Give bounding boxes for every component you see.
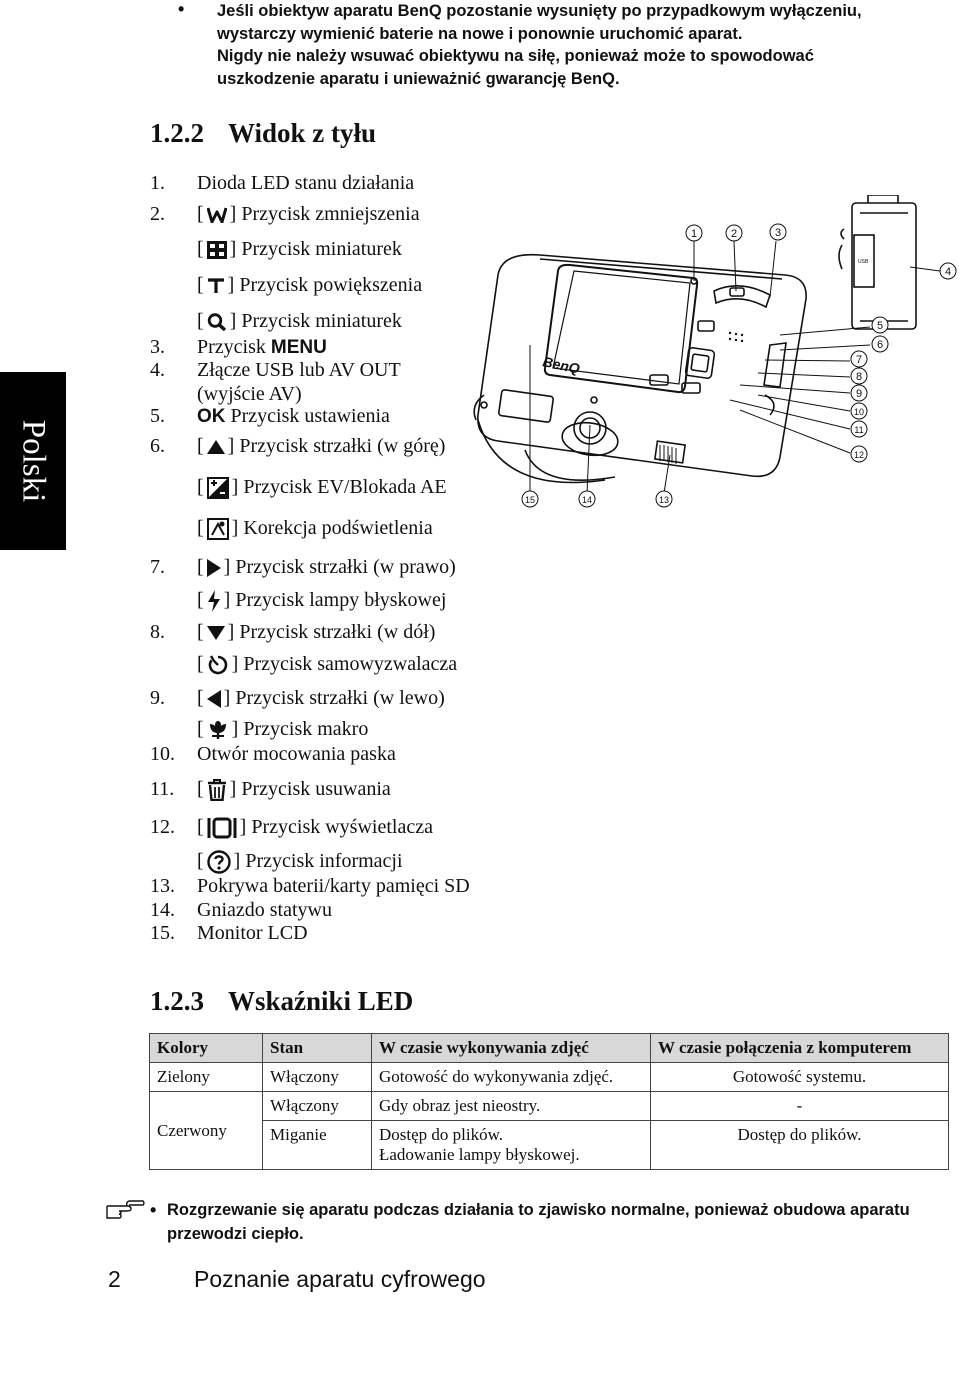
- top-note-line: wystarczy wymienić baterie na nowe i ponownie uruchomić aparat.: [217, 24, 743, 43]
- pointing-hand-icon: [105, 1198, 145, 1229]
- camera-rear-view-illustration: [440, 195, 960, 515]
- thumbnail-grid-icon: [207, 241, 227, 259]
- svg-text:10: 10: [853, 407, 865, 417]
- item-text: Przycisk usuwania: [241, 778, 391, 800]
- header-shooting: W czasie wykonywania zdjęć: [372, 1034, 651, 1063]
- item-text: Przycisk lampy błyskowej: [235, 589, 447, 611]
- arrow-up-icon: [207, 440, 225, 454]
- list-item: [150, 404, 390, 429]
- item-text: Przycisk zmniejszenia: [241, 203, 420, 225]
- list-item: [150, 874, 470, 898]
- language-tab: [0, 372, 66, 550]
- list-item: [ ] Przycisk powiększenia: [197, 274, 423, 296]
- item-text: Przycisk strzałki (w prawo): [235, 556, 456, 578]
- svg-text:8: 8: [855, 371, 863, 383]
- list-item: [ ] Przycisk informacji: [150, 849, 403, 874]
- top-note-line: uszkodzenie aparatu i unieważnić gwarancję BenQ.: [217, 69, 620, 88]
- item-text: Przycisk miniaturek: [241, 238, 402, 260]
- list-item: [ ] Przycisk miniaturek: [197, 238, 402, 260]
- list-item: [150, 898, 332, 922]
- top-note-line: Nigdy nie należy wsuwać obiektywu na siłę, ponieważ może to spowodować: [217, 47, 814, 65]
- svg-text:13: 13: [658, 495, 670, 505]
- camera-brand-logo: BenQ: [541, 353, 582, 377]
- item-text: Przycisk makro: [243, 718, 369, 740]
- cell-shooting: Gotowość do wykonywania zdjęć.: [372, 1063, 651, 1092]
- table-row: [150, 1063, 949, 1092]
- item-number: 7.: [150, 556, 165, 578]
- header-pc: W czasie połączenia z komputerem: [651, 1034, 949, 1063]
- table-header-row: [150, 1034, 949, 1063]
- cell-shooting: Gdy obraz jest nieostry.: [372, 1092, 651, 1121]
- tip-text: Rozgrzewanie się aparatu podczas działania to zjawisko normalne, ponieważ obudowa aparatu przewodzi ciepło.: [167, 1201, 910, 1243]
- item-number: 5.: [150, 405, 165, 427]
- item-text: Dioda LED stanu działania: [197, 172, 415, 194]
- item-text: Gniazdo statywu: [197, 899, 332, 921]
- cell-pc: Dostęp do plików.: [651, 1121, 949, 1170]
- list-item: [ ] Przycisk samowyzwalacza: [197, 653, 458, 675]
- list-item: [ ] Przycisk makro: [197, 718, 369, 740]
- item-text: (wyjście AV): [197, 383, 302, 405]
- page-number: 2: [108, 1266, 121, 1292]
- callout-13: [656, 491, 672, 507]
- header-colors: Kolory: [150, 1034, 263, 1063]
- item-text: Przycisk ustawienia: [230, 405, 390, 427]
- item-text: Złącze USB lub AV OUT: [197, 359, 401, 381]
- item-text: Przycisk EV/Blokada AE: [243, 476, 447, 498]
- callout-9: [851, 385, 867, 401]
- section-heading-rear-view: [150, 118, 376, 149]
- help-question-icon: [207, 850, 231, 874]
- header-state: Stan: [263, 1034, 372, 1063]
- cell-color: Zielony: [150, 1063, 263, 1092]
- usb-label: USB: [858, 259, 869, 265]
- page-footer: [108, 1266, 486, 1293]
- top-note-line: Jeśli obiektyw aparatu BenQ pozostanie wysunięty po przypadkowym wyłączeniu,: [217, 2, 862, 20]
- svg-text:15: 15: [524, 495, 536, 505]
- callout-10: [851, 403, 867, 419]
- item-number: 3.: [150, 336, 165, 358]
- list-item: 12. [ ] Przycisk wyświetlacza: [150, 816, 433, 838]
- section-heading-led-indicators: [150, 986, 413, 1017]
- callout-7: [851, 351, 867, 367]
- item-text: Przycisk samowyzwalacza: [243, 653, 458, 675]
- macro-flower-icon: [207, 720, 229, 740]
- callout-14: [579, 491, 595, 507]
- svg-text:5: 5: [876, 320, 884, 332]
- callout-6: [872, 336, 888, 352]
- list-item: [150, 742, 396, 766]
- item-text: Przycisk wyświetlacza: [251, 816, 433, 838]
- arrow-right-icon: [207, 559, 221, 577]
- svg-text:11: 11: [854, 425, 864, 435]
- section-title: Wskaźniki LED: [228, 986, 414, 1016]
- item-text: Monitor LCD: [197, 922, 308, 944]
- cell-line: Dostęp do plików.: [379, 1125, 504, 1144]
- list-item: 6. [ ] Przycisk strzałki (w górę): [150, 435, 446, 457]
- cell-state: Miganie: [263, 1121, 372, 1170]
- list-item: 9. [ ] Przycisk strzałki (w lewo): [150, 687, 445, 709]
- item-text: Przycisk: [197, 336, 266, 358]
- magnifier-icon: [207, 313, 227, 331]
- item-text: Przycisk strzałki (w dół): [239, 621, 436, 643]
- list-item: 7. [ ] Przycisk strzałki (w prawo): [150, 556, 456, 578]
- arrow-left-icon: [207, 690, 221, 708]
- tele-t-icon: [207, 278, 225, 294]
- item-text: Przycisk miniaturek: [241, 310, 402, 332]
- item-number: 13.: [150, 875, 175, 897]
- item-number: 14.: [150, 899, 175, 921]
- callout-5: [872, 317, 888, 333]
- svg-text:12: 12: [853, 450, 865, 460]
- footer-title: Poznanie aparatu cyfrowego: [194, 1266, 486, 1292]
- item-number: 9.: [150, 687, 165, 709]
- section-title: Widok z tyłu: [228, 118, 377, 148]
- item-number: 12.: [150, 816, 175, 838]
- svg-text:3: 3: [774, 227, 782, 239]
- led-indicator-table: [149, 1033, 949, 1170]
- item-number: 4.: [150, 359, 165, 381]
- display-icon: [207, 817, 237, 839]
- item-text: Przycisk strzałki (w górę): [239, 435, 446, 457]
- list-item: [150, 171, 414, 195]
- cell-color: Czerwony: [150, 1092, 263, 1170]
- item-number: 8.: [150, 621, 165, 643]
- list-item: [150, 921, 308, 945]
- language-tab-label: Polski: [15, 419, 52, 503]
- item-number: 1.: [150, 172, 165, 194]
- svg-text:7: 7: [855, 354, 863, 366]
- self-timer-icon: [207, 654, 229, 676]
- cell-state: Włączony: [263, 1092, 372, 1121]
- cell-state: Włączony: [263, 1063, 372, 1092]
- svg-text:4: 4: [944, 266, 952, 278]
- list-item-continuation: [150, 382, 302, 406]
- cell-shooting: [372, 1121, 651, 1170]
- list-item: [ ] Przycisk miniaturek: [197, 310, 402, 332]
- svg-text:9: 9: [855, 388, 863, 400]
- list-item: 11. [ ] Przycisk usuwania: [150, 778, 391, 800]
- note-tip: [105, 1198, 945, 1246]
- item-number: 11.: [150, 778, 175, 800]
- callout-11: [851, 421, 867, 437]
- svg-text:6: 6: [876, 339, 884, 351]
- list-item: [ ] Przycisk lampy błyskowej: [197, 589, 447, 611]
- callout-1: [686, 225, 702, 241]
- item-text: Otwór mocowania paska: [197, 743, 396, 765]
- bullet: •: [178, 0, 185, 19]
- backlight-icon: [207, 518, 229, 540]
- cell-line: Ładowanie lampy błyskowej.: [379, 1145, 580, 1164]
- item-number: 2.: [150, 203, 165, 225]
- callout-2: [726, 225, 742, 241]
- ok-label: OK: [197, 406, 226, 427]
- section-number: 1.2.2: [150, 118, 204, 148]
- item-text: Korekcja podświetlenia: [243, 517, 433, 539]
- list-item: [ ] Przycisk EV/Blokada AE: [197, 476, 447, 498]
- arrow-down-icon: [207, 626, 225, 640]
- item-text: Pokrywa baterii/karty pamięci SD: [197, 875, 470, 897]
- section-number: 1.2.3: [150, 986, 204, 1016]
- item-number: 6.: [150, 435, 165, 457]
- callout-3: [770, 224, 786, 240]
- list-item: 2. [ ] Przycisk zmniejszenia: [150, 203, 420, 225]
- flash-icon: [207, 590, 221, 612]
- cell-pc: Gotowość systemu.: [651, 1063, 949, 1092]
- svg-text:14: 14: [581, 495, 593, 505]
- table-row: [150, 1121, 949, 1170]
- list-item: 8. [ ] Przycisk strzałki (w dół): [150, 621, 436, 643]
- callout-4: [940, 263, 956, 279]
- svg-text:2: 2: [730, 228, 738, 240]
- callout-12: [851, 446, 867, 462]
- top-note: [178, 0, 948, 90]
- wide-w-icon: [207, 207, 227, 223]
- trash-icon: [207, 779, 227, 801]
- bullet: •: [150, 1200, 157, 1220]
- item-number: 15.: [150, 922, 175, 944]
- menu-label: MENU: [270, 337, 327, 358]
- item-text: Przycisk powiększenia: [239, 274, 423, 296]
- item-text: Przycisk informacji: [245, 850, 403, 872]
- ev-compensation-icon: [207, 477, 229, 499]
- list-item: [ ] Korekcja podświetlenia: [197, 517, 433, 539]
- table-row: [150, 1092, 949, 1121]
- callout-15: [522, 491, 538, 507]
- callout-8: [851, 368, 867, 384]
- cell-pc: -: [651, 1092, 949, 1121]
- list-item: [150, 335, 327, 360]
- svg-text:1: 1: [690, 228, 698, 240]
- list-item: [150, 358, 401, 382]
- item-text: Przycisk strzałki (w lewo): [235, 687, 445, 709]
- item-number: 10.: [150, 743, 175, 765]
